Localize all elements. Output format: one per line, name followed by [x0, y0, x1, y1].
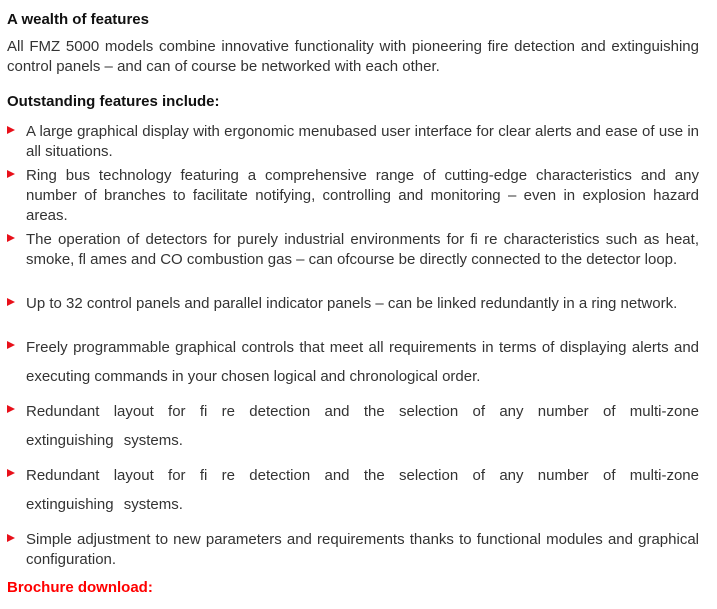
red-triangle-bullet-icon — [7, 298, 15, 306]
red-triangle-bullet-icon — [7, 469, 15, 477]
feature-text: A large graphical display with ergonomic menubased user interface for clear alerts and ease of use in all situations. — [26, 123, 699, 160]
red-triangle-bullet-icon — [7, 405, 15, 413]
red-triangle-bullet-icon — [7, 126, 15, 134]
feature-item — [7, 294, 699, 314]
feature-text: Redundant layout for fi re detection and the selection of any number of multi-zone extinguishing systems. — [26, 403, 699, 449]
feature-item — [7, 230, 699, 270]
feature-text: Up to 32 control panels and parallel indicator panels – can be linked redundantly in a ring network. — [26, 295, 678, 312]
red-triangle-bullet-icon — [7, 534, 15, 542]
feature-item — [7, 397, 699, 455]
feature-item — [7, 530, 699, 570]
intro-paragraph: All FMZ 5000 models combine innovative functionality with pioneering fire detection and extinguishing control panels – and can of course be networked with each other. — [7, 38, 699, 75]
feature-text: Redundant layout for fi re detection and the selection of any number of multi-zone extinguishing systems. — [26, 467, 699, 513]
feature-text: Ring bus technology featuring a comprehensive range of cutting-edge characteristics and any number of branches to facilitate notifying, controlling and monitoring – even in explosion hazard areas. — [26, 167, 699, 224]
page-title: A wealth of features — [7, 11, 149, 28]
feature-text: Freely programmable graphical controls that meet all requirements in terms of displaying alerts and executing commands in your chosen logical and chronological order. — [26, 339, 699, 385]
red-triangle-bullet-icon — [7, 170, 15, 178]
feature-item — [7, 122, 699, 162]
feature-item — [7, 461, 699, 519]
feature-text: Simple adjustment to new parameters and requirements thanks to functional modules and graphical configuration. — [26, 531, 699, 568]
feature-item — [7, 166, 699, 226]
feature-item — [7, 333, 699, 391]
red-triangle-bullet-icon — [7, 341, 15, 349]
brochure-download-heading: Brochure download: — [7, 579, 153, 596]
red-triangle-bullet-icon — [7, 234, 15, 242]
features-heading: Outstanding features include: — [7, 93, 220, 110]
feature-text: The operation of detectors for purely industrial environments for fi re characteristics such as heat, smoke, fl ames and CO combustion gas – can ofcourse be directly connected to the detector loop. — [26, 231, 699, 268]
